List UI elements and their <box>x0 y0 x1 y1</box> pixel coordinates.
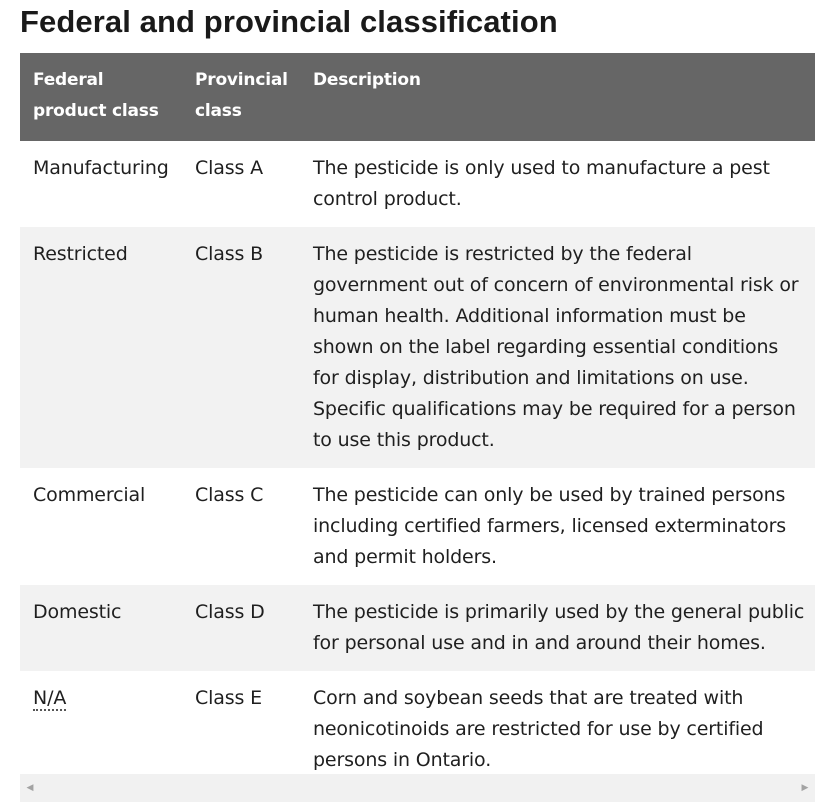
cell-provincial-class: Class C <box>182 468 300 585</box>
classification-table-container <box>20 53 815 788</box>
cell-description: The pesticide is primarily used by the general public for personal use and in and around their homes. <box>300 585 815 671</box>
table-row <box>20 227 815 468</box>
classification-table <box>20 53 815 788</box>
cell-federal-class: Restricted <box>20 227 182 468</box>
cell-description: Corn and soybean seeds that are treated with neonicotinoids are restricted for use by certified persons in Ontario. <box>300 671 815 788</box>
table-body <box>20 141 815 788</box>
cell-provincial-class: Class E <box>182 671 300 788</box>
table-row <box>20 585 815 671</box>
cell-federal-class: Manufacturing <box>20 141 182 227</box>
page-title: Federal and provincial classification <box>20 4 558 39</box>
table-header <box>20 53 815 141</box>
cell-provincial-class: Class D <box>182 585 300 671</box>
horizontal-scrollbar[interactable] <box>20 774 815 802</box>
cell-description: The pesticide is only used to manufacture a pest control product. <box>300 141 815 227</box>
cell-federal-class: Commercial <box>20 468 182 585</box>
cell-federal-class: Domestic <box>20 585 182 671</box>
scroll-left-arrow-icon[interactable]: ◀ <box>26 783 34 793</box>
column-header-federal-product-class: Federal product class <box>20 53 182 141</box>
cell-federal-class <box>20 671 182 788</box>
column-header-provincial-class: Provincial class <box>182 53 300 141</box>
cell-description: The pesticide can only be used by trained persons including certified farmers, licensed exterminators and permit holders. <box>300 468 815 585</box>
cell-provincial-class: Class B <box>182 227 300 468</box>
table-row <box>20 671 815 788</box>
cell-description: The pesticide is restricted by the federal government out of concern of environmental risk or human health. Additional information must be shown on the label regarding essential conditions for display, distribution and limitations on use. Specific qualifications may be required for a person to use this product. <box>300 227 815 468</box>
column-header-description: Description <box>300 53 815 141</box>
not-applicable-abbreviation[interactable]: N/A <box>33 687 67 709</box>
scroll-right-arrow-icon[interactable]: ▶ <box>801 783 809 793</box>
table-header-row <box>20 53 815 141</box>
table-row <box>20 141 815 227</box>
cell-provincial-class: Class A <box>182 141 300 227</box>
table-row <box>20 468 815 585</box>
